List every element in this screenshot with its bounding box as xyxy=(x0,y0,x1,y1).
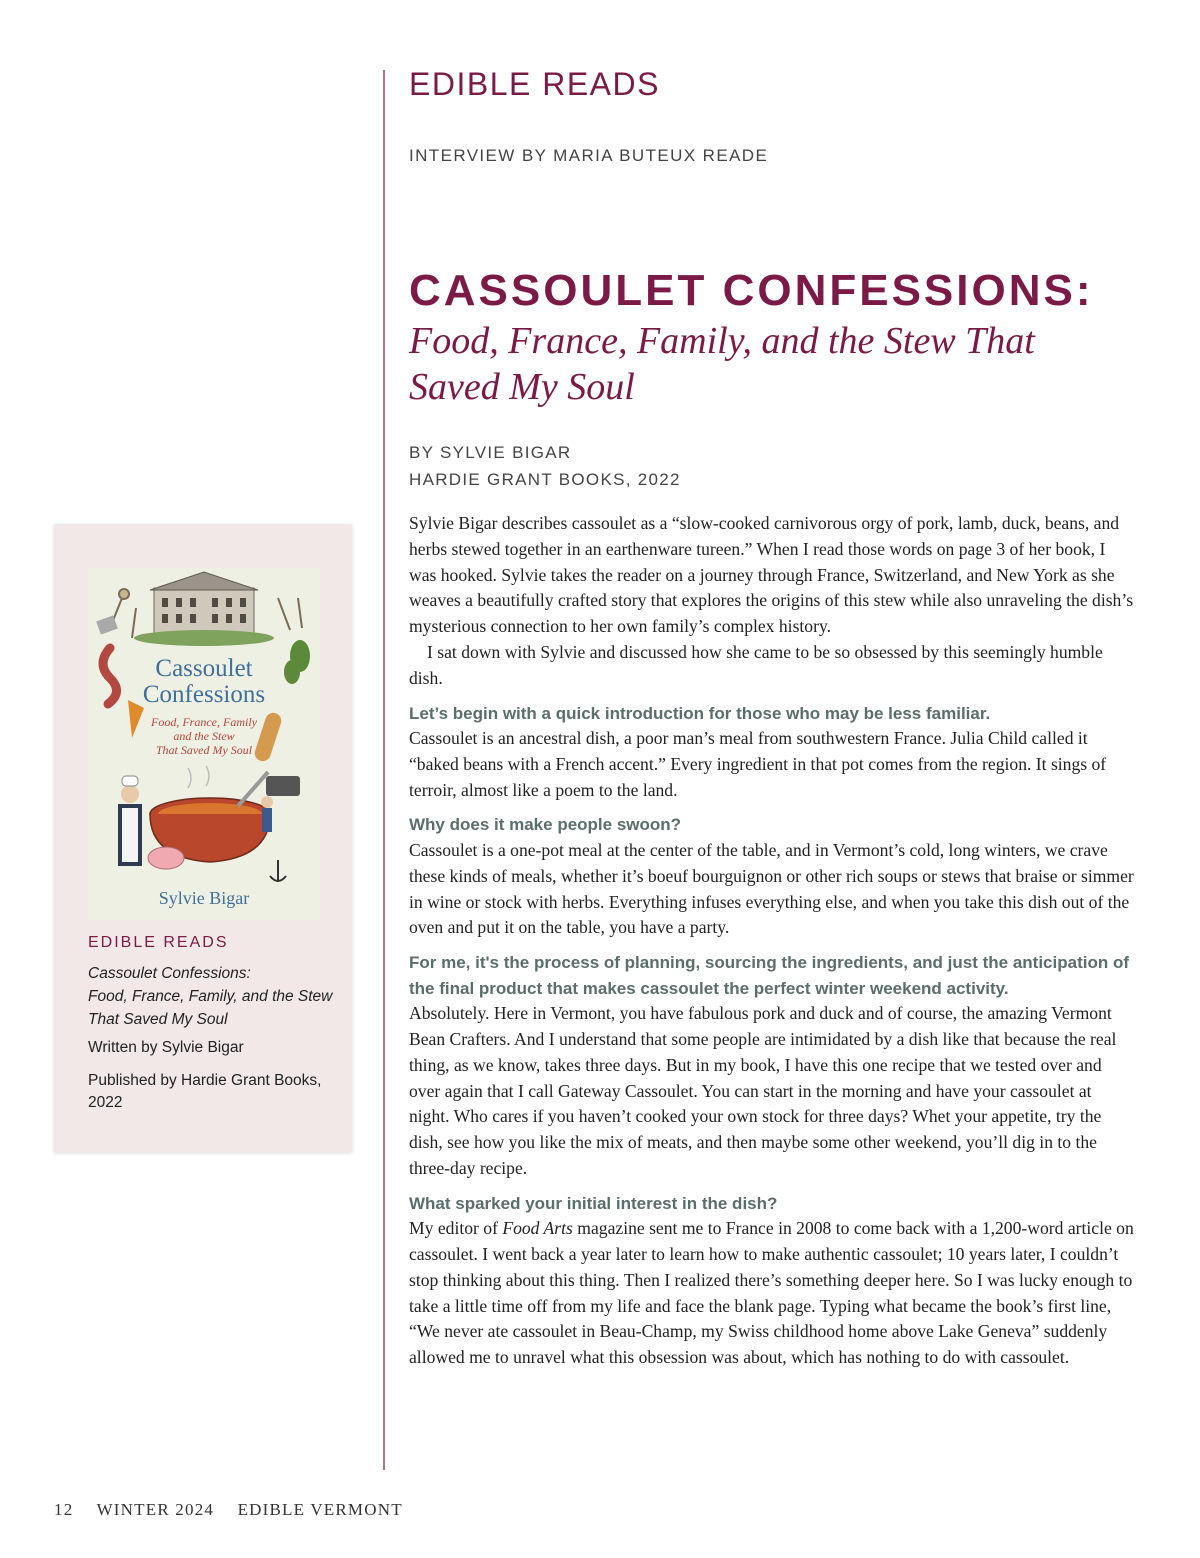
answer-text: My editor of xyxy=(409,1218,503,1239)
page-number: 12 xyxy=(54,1500,74,1519)
svg-text:Food, France, Family: Food, France, Family xyxy=(151,715,257,729)
issue-label: WINTER 2024 xyxy=(96,1500,215,1519)
sidebar-title-line: Cassoulet Confessions: xyxy=(88,965,251,982)
interview-credit: INTERVIEW BY MARIA BUTEUX READE xyxy=(409,146,769,165)
magazine-name: Food Arts xyxy=(502,1218,573,1239)
column-divider xyxy=(383,70,385,1470)
svg-text:Sylvie Bigar: Sylvie Bigar xyxy=(158,888,250,908)
svg-text:That Saved My Soul: That Saved My Soul xyxy=(155,743,253,757)
article-body xyxy=(409,511,1134,1371)
book-publisher-line: HARDIE GRANT BOOKS, 2022 xyxy=(409,470,681,489)
svg-text:Cassoulet: Cassoulet xyxy=(155,655,253,682)
page-footer xyxy=(54,1500,421,1520)
intro-paragraph: I sat down with Sylvie and discussed how she came to be so obsessed by this seemingly humble dish. xyxy=(409,641,1103,688)
book-cover-image xyxy=(88,568,320,920)
intro-paragraph: Sylvie Bigar describes cassoulet as a “slow-cooked carnivorous orgy of pork, lamb, duck, beans, and herbs stewed together in an earthenware tureen.” When I read those words on page 3 of her book, I was hooked. Sylvie takes the reader on a journey through France, Switzerland, and New York as she weaves a beautifully crafted story that explores the origins of this stew while also unraveling the dish’s mysterious connection to her own family’s complex history. xyxy=(409,513,1134,637)
svg-text:and the Stew: and the Stew xyxy=(173,729,235,743)
article-title: CASSOULET CONFESSIONS: xyxy=(409,266,1094,315)
book-author-line: BY SYLVIE BIGAR xyxy=(409,443,572,462)
section-label: EDIBLE READS xyxy=(409,66,660,102)
interview-question: Let’s begin with a quick introduction for those who may be less familiar. xyxy=(409,703,991,723)
interview-answer: Absolutely. Here in Vermont, you have fabulous pork and duck and of course, the amazing Vermont Bean Crafters. And I understand that some people are intimidated by a dish like that because the real thing, as we know, takes three days. But in my book, I have this one recipe that we tested over and over again that I call Gateway Cassoulet. You can start in the morning and have your cassoulet at night. Who cares if you haven’t cooked your own stock for three days? Whet your appetite, try the dish, see how you like the mix of meats, and then maybe some other weekend, you’ll dig in to the three-day recipe. xyxy=(409,1003,1117,1178)
sidebar-author: Written by Sylvie Bigar xyxy=(88,1039,244,1056)
sidebar-publisher: Published by Hardie Grant Books, 2022 xyxy=(88,1072,322,1111)
book-cover-illustration xyxy=(88,568,320,920)
book-sidebar xyxy=(54,524,352,1152)
publication-name: EDIBLE VERMONT xyxy=(237,1500,403,1519)
interview-answer: Cassoulet is a one-pot meal at the center of the table, and in Vermont’s cold, long winters, we crave these kinds of meals, whether it’s boeuf bourguignon or other rich soups or stews that braise or simmer in wine or stock with herbs. Everything infuses everything else, and when you take this dish out of the oven and put it on the table, you have a party. xyxy=(409,839,1134,938)
interview-question: What sparked your initial interest in the dish? xyxy=(409,1193,778,1213)
interview-answer: Cassoulet is an ancestral dish, a poor man’s meal from southwestern France. Julia Child called it “baked beans with a French accent.” Every ingredient in that pot comes from the region. It sings of terroir, almost like a poem to the land. xyxy=(409,728,1107,800)
svg-text:Confessions: Confessions xyxy=(142,681,266,708)
interview-question: For me, it's the process of planning, sourcing the ingredients, and just the anticipation of the final product that makes cassoulet the perfect winter weekend activity. xyxy=(409,953,1129,998)
answer-text: magazine sent me to France in 2008 to come back with a 1,200-word article on cassoulet. I went back a year later to learn how to make authentic cassoulet; 10 years later, I couldn’t stop thinking about this thing. Then I realized there’s something deeper here. So I was lucky enough to take a little time off from my life and face the blank page. Typing what became the book’s first line, “We never ate cassoulet in Beau-Champ, my Swiss childhood home above Lake Geneva” suddenly allowed me to unravel what this obsession was about, which has nothing to do with cassoulet. xyxy=(409,1218,1134,1368)
sidebar-book-title xyxy=(88,962,348,1031)
sidebar-label: EDIBLE READS xyxy=(88,934,229,951)
book-meta xyxy=(409,439,681,493)
interview-question: Why does it make people swoon? xyxy=(409,815,682,835)
interview-answer xyxy=(409,1216,1134,1371)
article-subtitle: Food, France, Family, and the Stew That Saved My Soul xyxy=(409,320,1035,408)
sidebar-title-line: Food, France, Family, and the Stew That Saved My Soul xyxy=(88,988,333,1028)
